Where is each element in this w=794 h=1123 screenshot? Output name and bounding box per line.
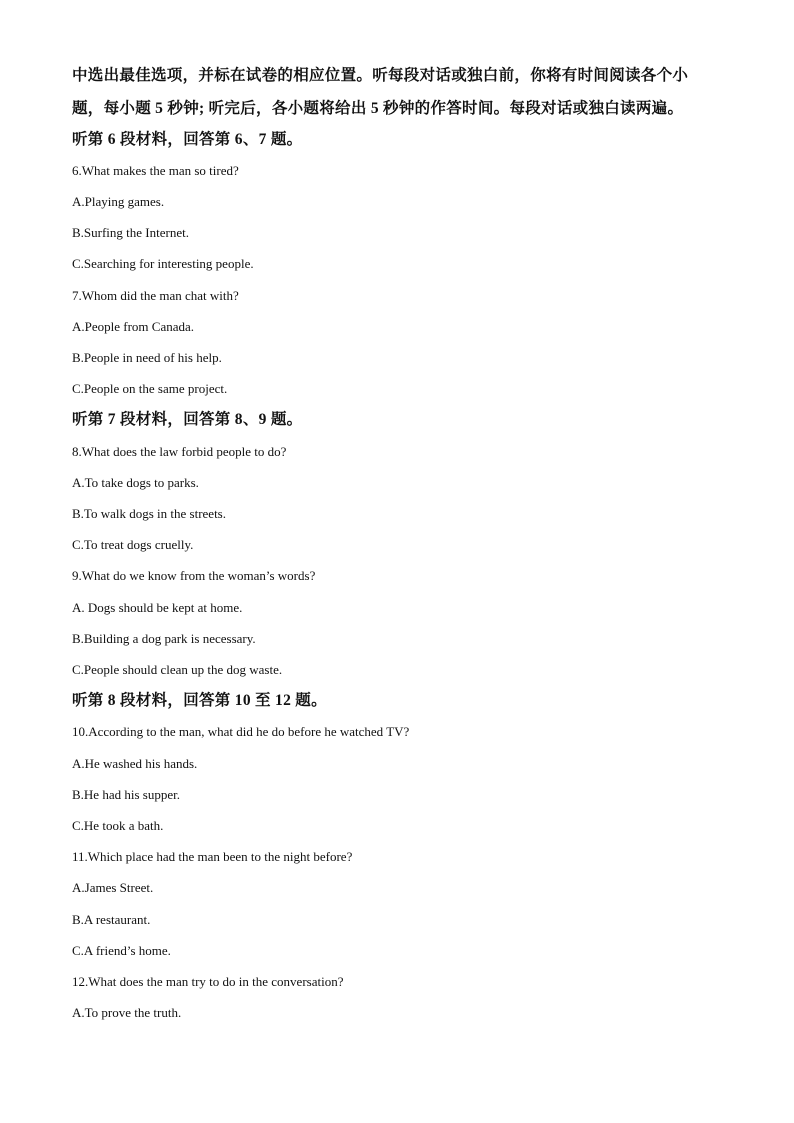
question-8-option-b: B.To walk dogs in the streets.	[72, 506, 226, 521]
question-7-option-b: B.People in need of his help.	[72, 350, 222, 365]
question-12-option-a: A.To prove the truth.	[72, 1005, 182, 1020]
question-10: 10.According to the man, what did he do before he watched TV?	[72, 724, 410, 739]
question-6-option-a: A.Playing games.	[72, 194, 165, 209]
question-11-option-b: B.A restaurant.	[72, 912, 151, 927]
question-10-option-b: B.He had his supper.	[72, 787, 180, 802]
question-9: 9.What do we know from the woman’s words?	[72, 568, 316, 583]
intro-line-1: 中选出最佳选项，并标在试卷的相应位置。听每段对话或独白前，你将有时间阅读各个小	[72, 67, 689, 84]
question-9-option-a: A. Dogs should be kept at home.	[72, 600, 243, 615]
question-9-option-b: B.Building a dog park is necessary.	[72, 631, 256, 646]
section-heading-6-7: 听第 6 段材料，回答第 6、7 题。	[72, 131, 303, 148]
question-7: 7.Whom did the man chat with?	[72, 288, 239, 303]
question-8: 8.What does the law forbid people to do?	[72, 444, 287, 459]
question-6-option-c: C.Searching for interesting people.	[72, 256, 254, 271]
question-7-option-a: A.People from Canada.	[72, 319, 195, 334]
question-11-option-c: C.A friend’s home.	[72, 943, 171, 958]
question-8-option-c: C.To treat dogs cruelly.	[72, 537, 194, 552]
section-heading-8-9: 听第 7 段材料，回答第 8、9 题。	[72, 411, 303, 428]
question-10-option-a: A.He washed his hands.	[72, 756, 198, 771]
question-8-option-a: A.To take dogs to parks.	[72, 475, 199, 490]
question-12: 12.What does the man try to do in the conversation?	[72, 974, 344, 989]
question-10-option-c: C.He took a bath.	[72, 818, 164, 833]
question-6-option-b: B.Surfing the Internet.	[72, 225, 189, 240]
question-6: 6.What makes the man so tired?	[72, 163, 239, 178]
section-heading-10-12: 听第 8 段材料，回答第 10 至 12 题。	[72, 692, 327, 709]
question-11: 11.Which place had the man been to the night before?	[72, 849, 353, 864]
question-11-option-a: A.James Street.	[72, 880, 154, 895]
question-7-option-c: C.People on the same project.	[72, 381, 228, 396]
question-9-option-c: C.People should clean up the dog waste.	[72, 662, 283, 677]
intro-line-2: 题，每小题 5 秒钟; 听完后，各小题将给出 5 秒钟的作答时间。每段对话或独白读两遍。	[72, 100, 684, 117]
